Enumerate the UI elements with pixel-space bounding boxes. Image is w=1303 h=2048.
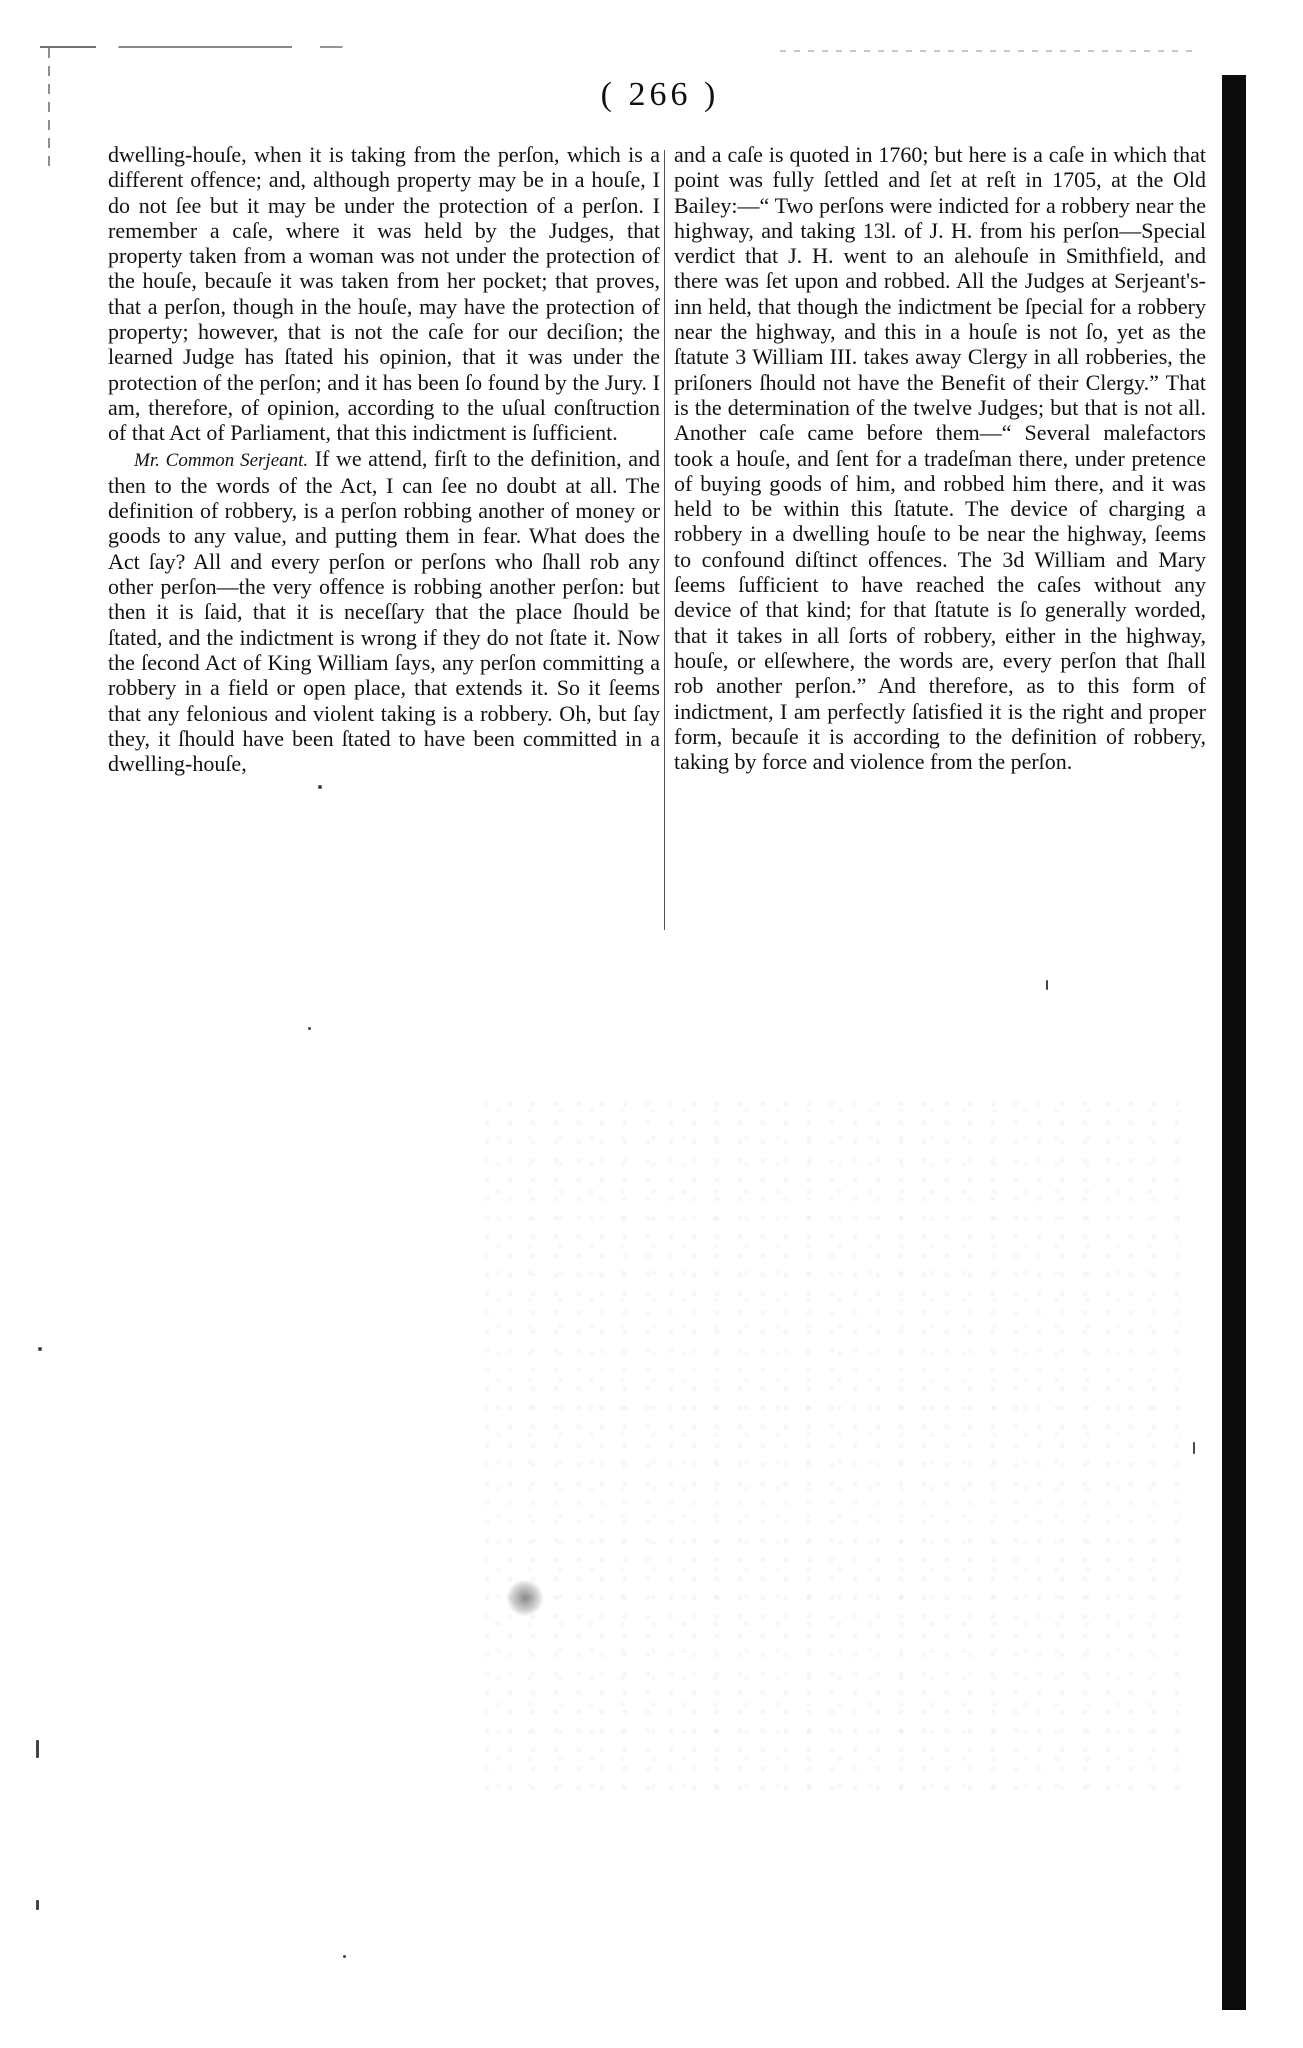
top-rule-decoration [40,46,600,48]
right-text-column [674,142,1206,774]
page-edge-bar [1222,75,1246,2010]
speck-mark [343,1955,346,1958]
speaker-label: Mr. Common Serjeant. [134,449,309,471]
left-edge-mark [48,48,50,168]
column-divider [664,150,665,930]
left-paragraph-2-text: If we attend, firſt to the definition, and then to the words of the Act, I can ſee no doubt at all. The definition of robbery, is a perſon robbing another of money or goods to any value, and putting them in fear. What does the Act ſay? All and every perſon or perſons who ſhall rob any other perſon—the very offence is robbing another perſon: but then it is ſaid, that it is neceſſary that the place ſhould be ſtated, and the indictment is wrong if they do not ſtate it. Now the ſecond Act of King William ſays, any perſon committing a robbery in a field or open place, that extends it. So it ſeems that any felonious and violent taking is a robbery. Oh, but ſay they, it ſhould have been ſtated to have been committed in a dwelling-houſe, [108,445,660,777]
speck-mark [318,785,322,789]
speck-mark [36,1740,39,1758]
speck-mark [38,1347,42,1351]
speck-mark [308,1027,311,1030]
left-text-column [108,142,660,776]
page-number: ( 266 ) [600,76,720,113]
left-paragraph-1: dwelling-houſe, when it is taking from the perſon, which is a different offence; and, although property may be in a houſe, I do not ſee but it may be under the protection of a perſon. I remember a caſe, where it was held by the Judges, that property taken from a woman was not under the protection of the houſe, becauſe it was taken from her pocket; that proves, that a perſon, though in the houſe, may have the protection of property; however, that is not the caſe for our deciſion; the learned Judge has ſtated his opinion, that it was under the protection of the perſon; and it has been ſo found by the Jury. I am, therefore, of opinion, according to the uſual conſtruction of that Act of Parliament, that this indictment is ſufficient. [108,142,660,446]
show-through-texture [480,1100,1180,1800]
left-paragraph-2 [108,446,660,777]
ink-smudge [505,1580,545,1616]
right-paragraph-1: and a caſe is quoted in 1760; but here is a caſe in which that point was fully ſettled and ſet at reſt in 1705, at the Old Bailey:—“ Two perſons were indicted for a robbery near the highway, and taking 13l. of J. H. from his perſon—Special verdict that J. H. went to an alehouſe in Smithfield, and there was ſet upon and robbed. All the Judges at Serjeant's-inn held, that though the indictment be ſpecial for a robbery near the highway, and this in a houſe is not ſo, yet as the ſtatute 3 William III. takes away Clergy in all robberies, the priſoners ſhould not have the Benefit of their Clergy.” That is the determination of the twelve Judges; but that is not all. Another caſe came before them—“ Several malefactors took a houſe, and ſent for a tradeſman there, under pretence of buying goods of him, and robbed him there, and it was held to be within this ſtatute. The device of charging a robbery in a dwelling houſe to be near the highway, ſeems to confound diſtinct offences. The 3d William and Mary ſeems ſufficient to have reached the caſes without any device of that kind; for that ſtatute is ſo generally worded, that it takes in all ſorts of robbery, either in the highway, houſe, or elſewhere, the words are, every perſon that ſhall rob another perſon.” And therefore, as to this form of indictment, I am perfectly ſatisfied it is the right and proper form, becauſe it is according to the definition of robbery, taking by force and violence from the perſon. [674,142,1206,775]
speck-mark [1046,980,1048,990]
top-rule-faint-decoration [780,50,1200,52]
speck-mark [1193,1442,1195,1454]
speck-mark [36,1900,39,1910]
